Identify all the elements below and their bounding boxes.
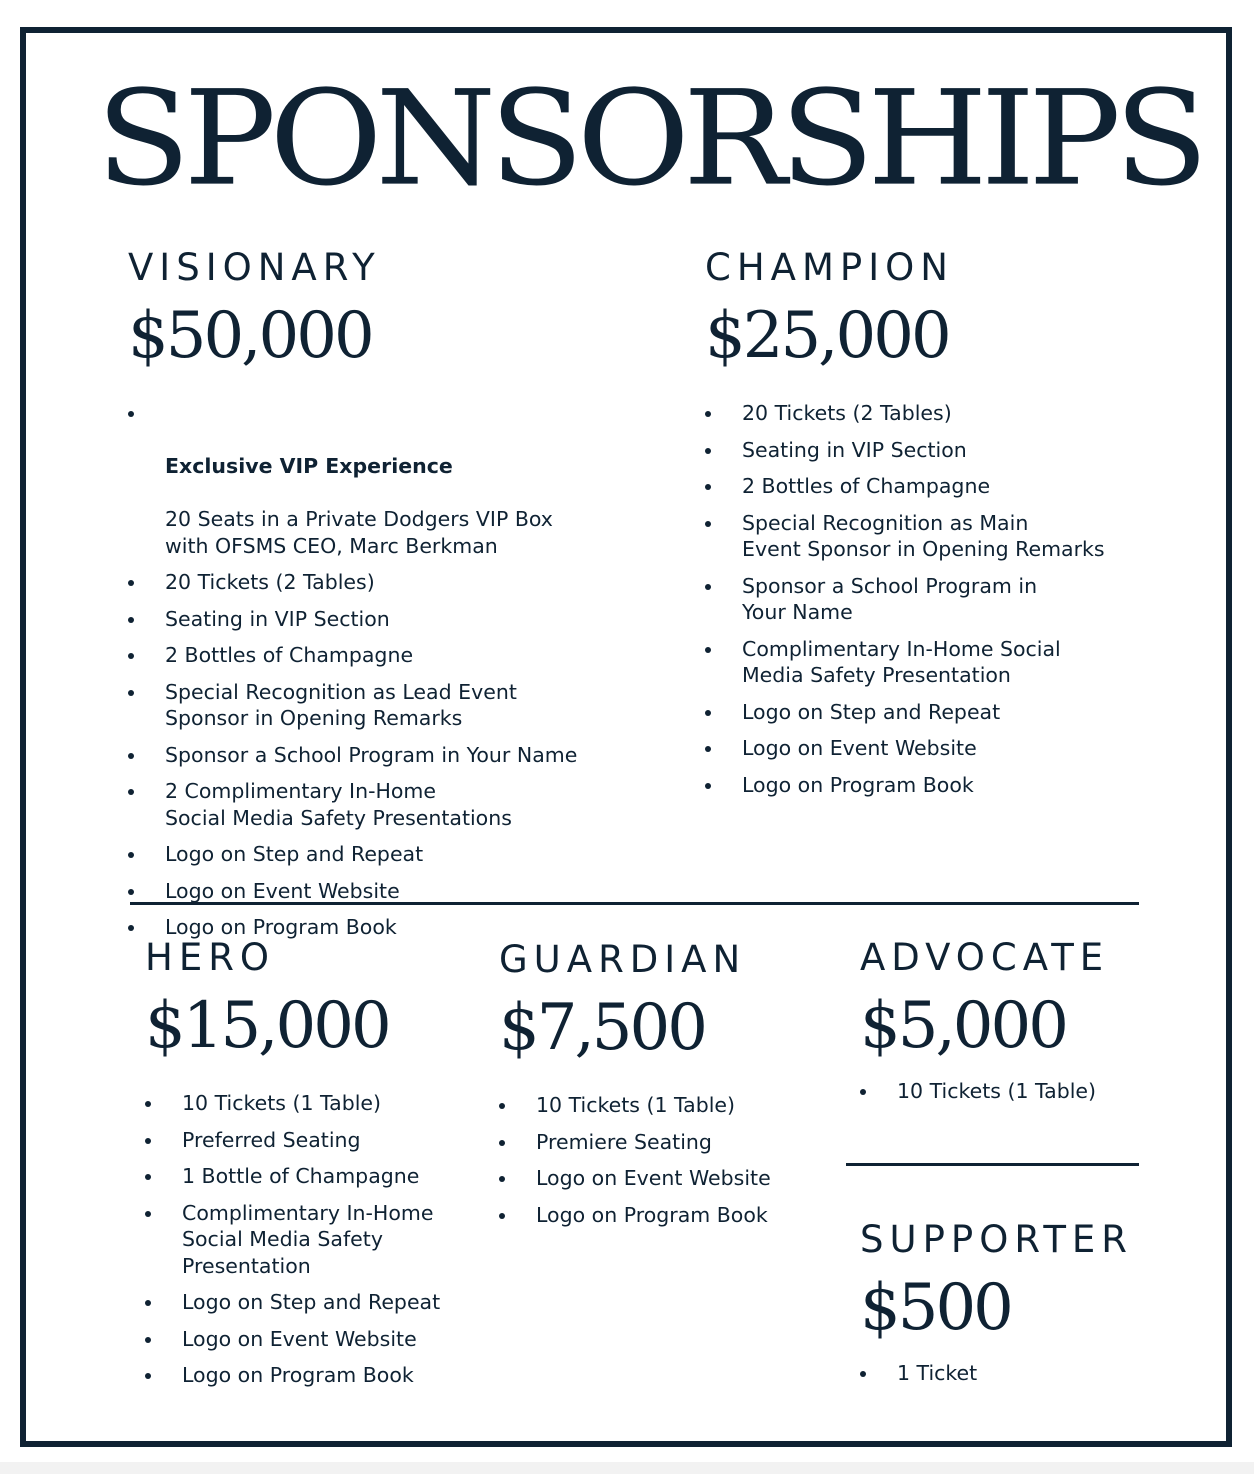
benefit-item bbox=[705, 772, 1185, 799]
bullet-icon bbox=[145, 1211, 151, 1217]
bullet-icon bbox=[145, 1373, 151, 1379]
benefit-item bbox=[705, 437, 1185, 464]
benefit-text: Special Recognition as Main Event Sponsor in Opening Remarks bbox=[742, 510, 1105, 561]
benefit-item bbox=[860, 1078, 1160, 1105]
benefit-text: 2 Complimentary In-Home Social Media Safety Presentations bbox=[165, 779, 512, 830]
tier-price: $7,500 bbox=[499, 991, 705, 1065]
bullet-icon bbox=[705, 448, 711, 454]
benefit-item bbox=[145, 1127, 475, 1154]
benefit-text: Logo on Program Book bbox=[182, 1363, 414, 1387]
benefit-item bbox=[705, 400, 1185, 427]
benefit-text: Logo on Step and Repeat bbox=[742, 699, 1001, 724]
bullet-icon bbox=[705, 521, 711, 527]
benefit-item bbox=[705, 573, 1185, 626]
benefit-text: 10 Tickets (1 Table) bbox=[536, 1093, 736, 1117]
benefit-item bbox=[499, 1092, 829, 1119]
tier-name: CHAMPION bbox=[705, 246, 954, 289]
benefit-list bbox=[860, 1360, 1160, 1387]
benefit-text: 1 Ticket bbox=[897, 1361, 978, 1385]
benefit-text: 20 Tickets (2 Tables) bbox=[165, 570, 375, 594]
tier-name: HERO bbox=[145, 936, 276, 979]
tier-price: $25,000 bbox=[705, 299, 949, 373]
benefit-item-highlight bbox=[128, 400, 628, 559]
benefit-text: Logo on Program Book bbox=[536, 1202, 768, 1227]
benefit-text: Seating in VIP Section bbox=[742, 437, 967, 462]
benefit-text: Sponsor a School Program in Your Name bbox=[742, 573, 1038, 624]
bullet-icon bbox=[128, 411, 134, 417]
benefit-list bbox=[128, 400, 628, 559]
benefit-item bbox=[499, 1202, 829, 1229]
tier-supporter bbox=[860, 1218, 1160, 1397]
bullet-icon bbox=[128, 789, 134, 795]
benefit-text: 10 Tickets (1 Table) bbox=[897, 1079, 1097, 1103]
bullet-icon bbox=[145, 1300, 151, 1306]
benefit-item bbox=[128, 642, 628, 669]
benefit-item bbox=[499, 1165, 829, 1192]
bullet-icon bbox=[499, 1213, 505, 1219]
bullet-icon bbox=[145, 1138, 151, 1144]
benefit-item bbox=[705, 510, 1185, 563]
bullet-icon bbox=[705, 647, 711, 653]
tier-guardian bbox=[499, 938, 829, 1238]
benefit-text: 1 Bottle of Champagne bbox=[182, 1164, 420, 1188]
bullet-icon bbox=[705, 411, 711, 417]
benefit-item bbox=[128, 878, 628, 905]
benefit-text: Logo on Event Website bbox=[536, 1166, 771, 1190]
benefit-text: Logo on Program Book bbox=[165, 915, 397, 939]
benefit-list bbox=[860, 1078, 1160, 1105]
benefit-text: Logo on Event Website bbox=[742, 736, 977, 760]
bullet-icon bbox=[128, 925, 134, 931]
tier-name: ADVOCATE bbox=[860, 936, 1110, 979]
benefit-text: Special Recognition as Lead Event Sponsor in Opening Remarks bbox=[165, 679, 517, 730]
benefit-item bbox=[145, 1200, 475, 1280]
bullet-icon bbox=[128, 753, 134, 759]
tier-price: $5,000 bbox=[860, 989, 1066, 1063]
benefit-item bbox=[128, 841, 628, 868]
benefit-item bbox=[499, 1129, 829, 1156]
benefit-text: Complimentary In-Home Social Media Safety Presentation bbox=[742, 636, 1061, 687]
bullet-icon bbox=[128, 889, 134, 895]
benefit-item bbox=[128, 742, 628, 769]
bullet-icon bbox=[128, 617, 134, 623]
benefit-text: Seating in VIP Section bbox=[165, 606, 390, 631]
benefit-text: 10 Tickets (1 Table) bbox=[182, 1091, 382, 1115]
benefit-text: 20 Tickets (2 Tables) bbox=[742, 401, 952, 425]
bullet-icon bbox=[128, 690, 134, 696]
benefit-text: Logo on Event Website bbox=[182, 1326, 417, 1351]
tier-name: GUARDIAN bbox=[499, 938, 747, 981]
benefit-text: Premiere Seating bbox=[536, 1129, 712, 1154]
benefit-text: Logo on Step and Repeat bbox=[165, 842, 424, 866]
benefit-list bbox=[145, 1090, 475, 1389]
tier-hero bbox=[145, 936, 475, 1399]
benefit-list bbox=[499, 1092, 829, 1228]
bullet-icon bbox=[128, 653, 134, 659]
bullet-icon bbox=[705, 783, 711, 789]
bullet-icon bbox=[705, 710, 711, 716]
bullet-icon bbox=[128, 852, 134, 858]
benefit-text: 2 Bottles of Champagne bbox=[742, 474, 991, 498]
page-title: SPONSORSHIPS bbox=[96, 62, 1202, 215]
bullet-icon bbox=[499, 1103, 505, 1109]
benefit-text: Logo on Step and Repeat bbox=[182, 1290, 441, 1314]
benefit-item bbox=[705, 473, 1185, 500]
benefit-item bbox=[145, 1326, 475, 1353]
bullet-icon bbox=[499, 1176, 505, 1182]
benefit-item bbox=[128, 606, 628, 633]
bullet-icon bbox=[705, 746, 711, 752]
benefit-text: Logo on Program Book bbox=[742, 772, 974, 797]
benefit-list bbox=[705, 400, 1185, 798]
tier-visionary bbox=[128, 246, 628, 951]
benefit-item bbox=[145, 1362, 475, 1389]
bullet-icon bbox=[705, 584, 711, 590]
benefit-item bbox=[705, 699, 1185, 726]
tier-advocate bbox=[860, 936, 1160, 1115]
benefit-item bbox=[705, 636, 1185, 689]
tier-name: VISIONARY bbox=[128, 246, 381, 289]
benefit-text: Sponsor a School Program in Your Name bbox=[165, 742, 578, 767]
benefit-item bbox=[128, 679, 628, 732]
benefit-text: 2 Bottles of Champagne bbox=[165, 643, 414, 667]
benefit-text: Logo on Event Website bbox=[165, 878, 400, 903]
highlight-title: Exclusive VIP Experience bbox=[165, 454, 453, 478]
bullet-icon bbox=[145, 1174, 151, 1180]
benefit-item bbox=[145, 1289, 475, 1316]
tier-price: $50,000 bbox=[128, 299, 372, 373]
benefit-item bbox=[128, 569, 628, 596]
tier-price: $500 bbox=[860, 1271, 1011, 1345]
benefit-item bbox=[860, 1360, 1160, 1387]
benefit-list bbox=[128, 569, 628, 941]
bullet-icon bbox=[860, 1089, 866, 1095]
section-divider bbox=[130, 902, 1139, 905]
benefit-item bbox=[705, 735, 1185, 762]
bullet-icon bbox=[705, 484, 711, 490]
tier-name: SUPPORTER bbox=[860, 1218, 1134, 1261]
tier-price: $15,000 bbox=[145, 989, 389, 1063]
benefit-item bbox=[145, 1090, 475, 1117]
bullet-icon bbox=[145, 1101, 151, 1107]
bullet-icon bbox=[499, 1140, 505, 1146]
benefit-text: Preferred Seating bbox=[182, 1127, 361, 1152]
bullet-icon bbox=[145, 1337, 151, 1343]
benefit-text: Complimentary In-Home Social Media Safety Presentation bbox=[182, 1200, 434, 1278]
tier-champion bbox=[705, 246, 1185, 808]
section-divider bbox=[846, 1163, 1139, 1166]
bullet-icon bbox=[128, 580, 134, 586]
benefit-item bbox=[145, 1163, 475, 1190]
benefit-item bbox=[128, 778, 628, 831]
highlight-detail: 20 Seats in a Private Dodgers VIP Box with OFSMS CEO, Marc Berkman bbox=[165, 507, 553, 558]
bullet-icon bbox=[860, 1371, 866, 1377]
